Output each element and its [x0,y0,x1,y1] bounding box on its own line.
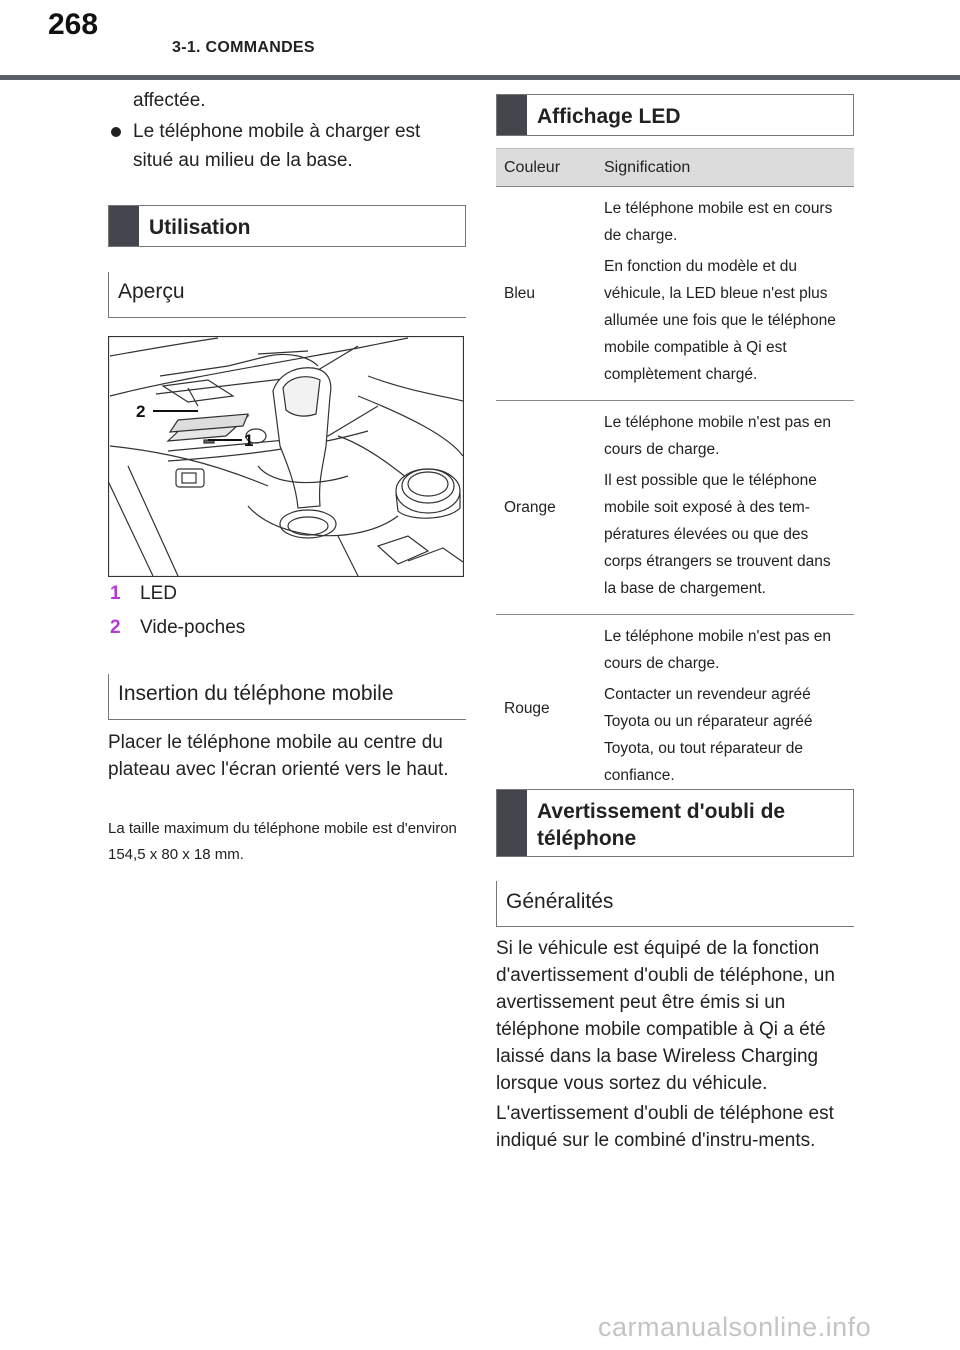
callout-2: 2 [136,402,146,421]
generalites-para-1: Si le véhicule est équipé de la fonction d'avertissement d'oubli de téléphone, un avertissement peut être émis si un téléphone mobile compatible à Qi a été laissé dans la base Wireless Charging lorsque vous sortez du véhicule. [496,938,835,1094]
led-heading [496,94,854,136]
header-couleur: Couleur [496,149,596,187]
apercu-title: Aperçu [118,280,185,303]
meaning-cell [596,401,854,615]
legend-number-2: 2 [110,617,121,638]
led-title: Affichage LED [537,105,681,128]
insertion-text: Placer le téléphone mobile au centre du plateau avec l'écran orienté vers le haut. [108,732,449,780]
header-signification: Signification [596,149,854,187]
color-cell: Rouge [496,615,596,802]
section-title: 3-1. COMMANDES [172,39,315,56]
watermark: carmanualsonline.info [598,1312,872,1342]
table-row [496,187,854,401]
intro-continued: affectée. [133,90,206,111]
utilisation-heading [108,205,466,247]
table-row [496,615,854,802]
console-illustration [108,336,464,577]
meaning-cell [596,187,854,401]
meaning-line: Le téléphone mobile n'est pas en cours de charge. [604,414,832,458]
color-cell: Bleu [496,187,596,401]
meaning-line: Il est possible que le téléphone mobile soit exposé à des tem-pératures élevées ou que des corps étrangers se trouvent dans la base de chargement. [604,472,831,597]
meaning-line: Le téléphone mobile n'est pas en cours de charge. [604,628,832,672]
insertion-subheading [108,674,466,720]
legend-label-led: LED [140,583,177,604]
meaning-line: Le téléphone mobile est en cours de charge. [604,200,833,244]
heading-bar [109,206,139,246]
table-row [496,401,854,615]
oubli-heading [496,789,854,857]
meaning-line: En fonction du modèle et du véhicule, la LED bleue n'est plus allumée une fois que le téléphone mobile compatible à Qi est complètement chargé. [604,258,836,383]
led-table [496,148,854,802]
insertion-note: La taille maximum du téléphone mobile est d'environ 154,5 x 80 x 18 mm. [108,820,457,863]
color-cell: Orange [496,401,596,615]
legend-label-vide-poches: Vide-poches [140,617,246,638]
page-number: 268 [48,8,99,41]
generalites-para-2: L'avertissement d'oubli de téléphone est indiqué sur le combiné d'instru-ments. [496,1103,834,1151]
bullet-text: Le téléphone mobile à charger est situé au milieu de la base. [133,121,421,171]
header-rule [0,75,960,80]
insertion-title: Insertion du téléphone mobile [118,682,394,705]
meaning-cell [596,615,854,802]
utilisation-title: Utilisation [149,216,251,239]
apercu-subheading [108,272,466,318]
callout-1: 1 [244,431,254,450]
bullet-icon [111,127,121,137]
heading-bar [497,790,527,856]
table-header-row [496,149,854,187]
heading-bar [497,95,527,135]
oubli-title: Avertissement d'oubli de téléphone [537,800,786,850]
generalites-title: Généralités [506,890,614,913]
generalites-subheading [496,881,854,927]
meaning-line: Contacter un revendeur agréé Toyota ou un réparateur agréé Toyota, ou tout réparateur de confiance. [604,686,813,784]
legend-number-1: 1 [110,583,121,604]
